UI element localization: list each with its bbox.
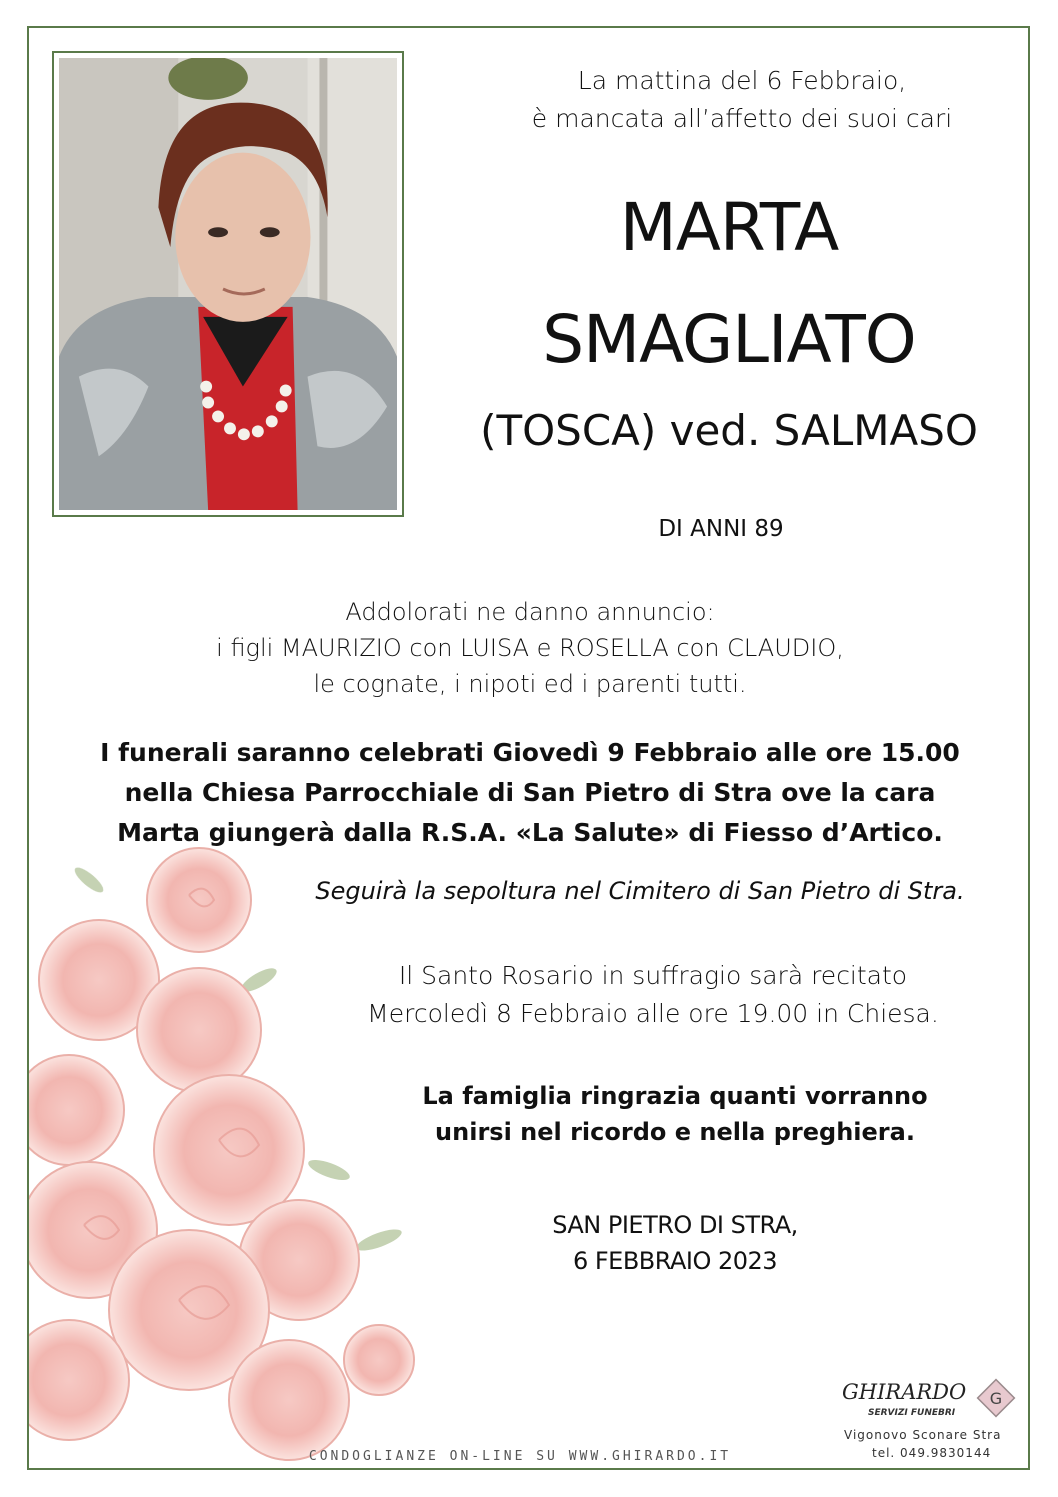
funeral-line: Marta giungerà dalla R.S.A. «La Salute» di Fiesso d’Artico.	[117, 818, 943, 847]
logo-letter: G	[989, 1389, 1003, 1408]
pink-roses-decoration-icon	[29, 840, 419, 1468]
deceased-last-name: SMAGLIATO	[542, 301, 916, 378]
deceased-first-name: MARTA	[619, 189, 839, 266]
age-text: DI ANNI 89	[658, 516, 784, 542]
funeral-details-block	[60, 733, 1000, 853]
announcement-line: le cognate, i nipoti ed i parenti tutti.	[313, 670, 747, 698]
logo-name: GHIRARDO	[842, 1380, 967, 1404]
logo-telephone: tel. 049.9830144	[872, 1446, 992, 1460]
funeral-line: nella Chiesa Parrocchiale di San Pietro di Stra ove la cara	[124, 778, 936, 807]
funeral-line: I funerali saranno celebrati Giovedì 9 Febbraio alle ore 15.00	[100, 738, 960, 767]
thanks-line: La famiglia ringrazia quanti vorranno	[422, 1082, 928, 1110]
place-text: SAN PIETRO DI STRA,	[552, 1211, 798, 1239]
rosary-line: Il Santo Rosario in suffragio sarà recitato	[398, 961, 908, 990]
thanks-block	[380, 1078, 970, 1150]
intro-text	[456, 62, 1028, 138]
announcement-line: Addolorati ne danno annuncio:	[345, 598, 715, 626]
deceased-nickname-married-name: (TOSCA) ved. SALMASO	[480, 406, 978, 455]
place-date-block	[500, 1207, 850, 1279]
intro-line: è mancata all’affetto dei suoi cari	[531, 104, 953, 133]
logo-address: Vigonovo Sconare Stra	[844, 1428, 1002, 1442]
logo-subtitle: SERVIZI FUNEBRI	[868, 1408, 956, 1418]
portrait-frame	[52, 51, 404, 517]
date-text: 6 FEBBRAIO 2023	[572, 1247, 778, 1275]
portrait-photo-icon	[59, 58, 397, 510]
burial-text: Seguirà la sepoltura nel Cimitero di San Pietro di Stra.	[315, 877, 965, 905]
announcement-line: i figli MAURIZIO con LUISA e ROSELLA con CLAUDIO,	[216, 634, 844, 662]
funeral-home-logo	[832, 1376, 1022, 1466]
rosary-block	[300, 957, 1006, 1033]
condolences-footer: CONDOGLIANZE ON-LINE SU WWW.GHIRARDO.IT	[308, 1449, 732, 1464]
announcement-block	[150, 594, 910, 702]
thanks-line: unirsi nel ricordo e nella preghiera.	[435, 1118, 915, 1146]
intro-line: La mattina del 6 Febbraio,	[577, 66, 907, 95]
logo-diamond-g-icon	[976, 1378, 1016, 1418]
rosary-line: Mercoledì 8 Febbraio alle ore 19.00 in Chiesa.	[367, 999, 939, 1028]
